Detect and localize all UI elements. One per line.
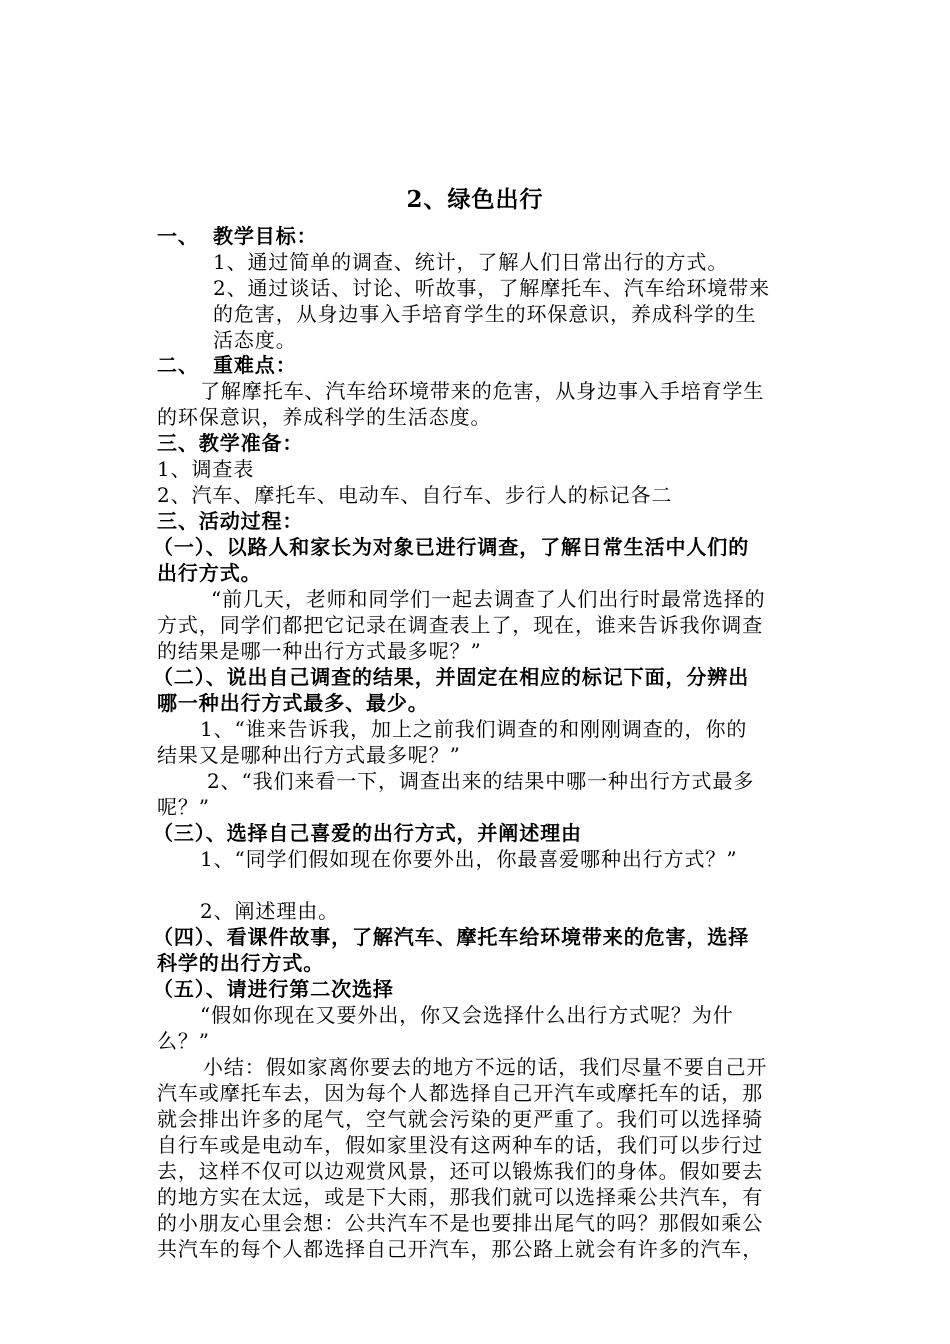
step-1-quote-line2: 方式，同学们都把它记录在调查表上了，现在，谁来告诉我你调查 xyxy=(157,613,764,637)
preparation-item-2: 2、汽车、摩托车、电动车、自行车、步行人的标记各二 xyxy=(157,483,673,507)
summary-line1: 小结：假如家离你要去的地方不远的话，我们尽量不要自己开 xyxy=(203,1055,768,1079)
step-1-heading-line1: （一）、以路人和家长为对象已进行调查，了解日常生活中人们的 xyxy=(153,535,750,559)
summary-line7: 的小朋友心里会想：公共汽车不是也要排出尾气的吗？那假如乘公 xyxy=(157,1211,764,1235)
summary-line4: 自行车或是电动车，假如家里没有这两种车的话，我们可以步行过 xyxy=(157,1133,764,1157)
preparation-item-1: 1、调查表 xyxy=(157,457,255,481)
goal-item-2-line2: 的危害，从身边事入手培育学生的环保意识，养成科学的生 xyxy=(213,302,757,326)
summary-line2: 汽车或摩托车去，因为每个人都选择自己开汽车或摩托车的话，那 xyxy=(157,1081,764,1105)
step-2-question-1-line2: 结果又是哪种出行方式最多呢？” xyxy=(157,743,461,767)
section-heading-preparation: 三、教学准备： xyxy=(157,431,304,455)
step-1-quote-line1: “前几天，老师和同学们一起去调查了人们出行时最常选择的 xyxy=(211,587,766,611)
summary-line6: 的地方实在太远，或是下大雨，那我们就可以选择乘公共汽车，有 xyxy=(157,1185,764,1209)
goal-item-2-line1: 2、通过谈话、讨论、听故事，了解摩托车、汽车给环境带来 xyxy=(213,276,771,300)
section-number: 一、 xyxy=(157,224,199,248)
step-4-heading-line1: （四）、看课件故事，了解汽车、摩托车给环境带来的危害，选择 xyxy=(153,925,750,949)
section-heading-text: 重难点： xyxy=(213,353,297,377)
step-2-question-2-line2: 呢？” xyxy=(157,795,210,819)
step-3-question-2: 2、阐述理由。 xyxy=(200,899,340,923)
section-heading-process: 三、活动过程： xyxy=(157,509,304,533)
step-5-quote-line2: 么？” xyxy=(157,1029,210,1053)
document-title: 2、绿色出行 xyxy=(406,186,544,213)
step-3-question-1: 1、“同学们假如现在你要外出，你最喜爱哪种出行方式？” xyxy=(200,847,738,871)
summary-line5: 去，这样不仅可以边观赏风景，还可以锻炼我们的身体。假如要去 xyxy=(157,1159,764,1183)
step-5-heading: （五）、请进行第二次选择 xyxy=(153,977,394,1001)
step-5-quote-line1: “假如你现在又要外出，你又会选择什么出行方式呢？为什 xyxy=(200,1003,734,1027)
key-points-line2: 的环保意识，养成科学的生活态度。 xyxy=(157,405,492,429)
section-heading-text: 教学目标： xyxy=(213,224,318,248)
step-4-heading-line2: 科学的出行方式。 xyxy=(157,951,325,975)
step-3-heading: （三）、选择自己喜爱的出行方式，并阐述理由 xyxy=(153,821,582,845)
step-2-heading-line1: （二）、说出自己调查的结果，并固定在相应的标记下面，分辨出 xyxy=(153,665,750,689)
step-2-question-2-line1: 2、“我们来看一下，调查出来的结果中哪一种出行方式最多 xyxy=(207,769,755,793)
summary-line8: 共汽车的每个人都选择自己开汽车，那公路上就会有许多的汽车， xyxy=(157,1237,764,1261)
section-number: 二、 xyxy=(157,353,199,377)
step-1-quote-line3: 的结果是哪一种出行方式最多呢？” xyxy=(157,639,482,663)
step-2-question-1-line1: 1、“谁来告诉我，加上之前我们调查的和刚刚调查的，你的 xyxy=(200,717,748,741)
key-points-line1: 了解摩托车、汽车给环境带来的危害，从身边事入手培育学生 xyxy=(200,379,765,403)
summary-line3: 就会排出许多的尾气，空气就会污染的更严重了。我们可以选择骑 xyxy=(157,1107,764,1131)
goal-item-2-line3: 活态度。 xyxy=(213,328,297,352)
step-2-heading-line2: 哪一种出行方式最多、最少。 xyxy=(157,691,429,715)
goal-item-1: 1、通过简单的调查、统计，了解人们日常出行的方式。 xyxy=(213,250,729,274)
step-1-heading-line2: 出行方式。 xyxy=(157,561,262,585)
